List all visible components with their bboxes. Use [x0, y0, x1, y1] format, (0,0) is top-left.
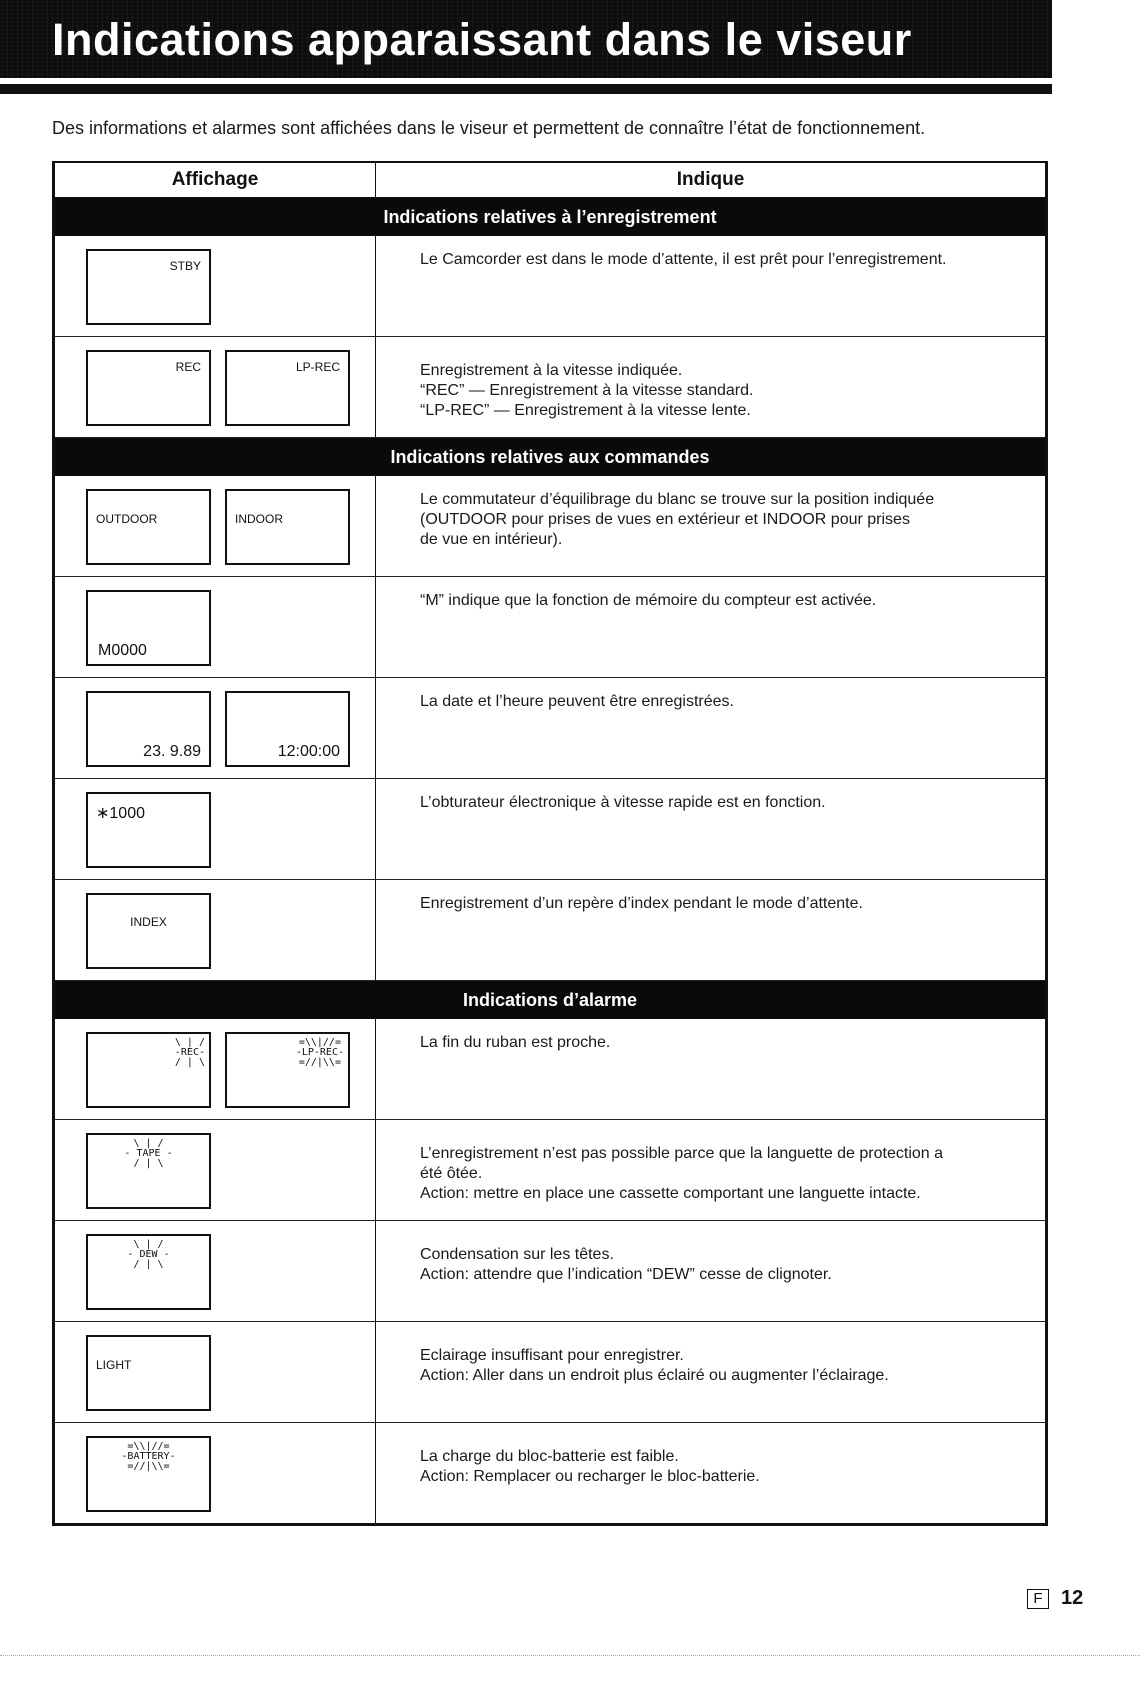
title-banner [0, 0, 1052, 78]
viewfinder-display [86, 1436, 211, 1512]
table-row [55, 1120, 1045, 1221]
table-header [55, 163, 1045, 198]
intro-text: Des informations et alarmes sont affichées dans le viseur et permettent de connaître l’état de fonctionnement. [52, 118, 926, 138]
table-row [55, 337, 1045, 438]
table-row [55, 476, 1045, 577]
row-description: La date et l’heure peuvent être enregistrées. [420, 693, 734, 710]
row-description: “M” indique que la fonction de mémoire du compteur est activée. [420, 592, 877, 609]
viewfinder-display: 12:00:00 [225, 691, 350, 767]
table-row [55, 1019, 1045, 1120]
table-row [55, 880, 1045, 981]
blinking-indicator-icon: \ | / - TAPE - / | \ [124, 1138, 173, 1169]
header-meaning: Indique [676, 169, 745, 190]
viewfinder-display: ∗1000 [86, 792, 211, 868]
viewfinder-display: STBY [86, 249, 211, 325]
table-row [55, 577, 1045, 678]
page-number: 12 [1061, 1587, 1084, 1609]
viewfinder-display: 23. 9.89 [86, 691, 211, 767]
viewfinder-display: REC [86, 350, 211, 426]
scan-artifact-line [0, 1655, 1140, 1656]
table-row [55, 779, 1045, 880]
row-description: L’obturateur électronique à vitesse rapide est en fonction. [420, 794, 826, 811]
viewfinder-display [86, 1032, 211, 1108]
section-header-controls: Indications relatives aux commandes [55, 438, 1045, 476]
viewfinder-display: LP-REC [225, 350, 350, 426]
row-description: Eclairage insuffisant pour enregistrer. Action: Aller dans un endroit plus éclairé ou augmenter l’éclairage. [420, 1347, 889, 1384]
table-row [55, 236, 1045, 337]
row-description: L’enregistrement n’est pas possible parce que la languette de protection a été ôtée. Action: mettre en place une cassette comportant une languette intacte. [420, 1145, 944, 1202]
viewfinder-display: INDEX [86, 893, 211, 969]
table-row [55, 1322, 1045, 1423]
title-rule [0, 84, 1052, 94]
viewfinder-display: INDOOR [225, 489, 350, 565]
blinking-indicator-icon: \ | / - DEW - / | \ [127, 1239, 170, 1270]
header-display: Affichage [55, 163, 376, 197]
row-description: La charge du bloc-batterie est faible. Action: Remplacer ou recharger le bloc-batterie. [420, 1448, 760, 1485]
viewfinder-display [225, 1032, 350, 1108]
viewfinder-display [86, 1133, 211, 1209]
table-row [55, 1423, 1045, 1523]
viewfinder-display [86, 1234, 211, 1310]
viewfinder-display: LIGHT [86, 1335, 211, 1411]
section-header-alarms: Indications d’alarme [55, 981, 1045, 1019]
row-description: Enregistrement d’un repère d’index pendant le mode d’attente. [420, 895, 863, 912]
row-description: Le Camcorder est dans le mode d’attente, il est prêt pour l’enregistrement. [420, 251, 947, 268]
table-row [55, 678, 1045, 779]
row-description: Condensation sur les têtes. Action: attendre que l’indication “DEW” cesse de clignoter. [420, 1246, 832, 1283]
page-footer [1027, 1587, 1083, 1610]
blinking-indicator-icon: =\\|//= -BATTERY- =//|\\= [121, 1441, 176, 1472]
language-badge: F [1027, 1589, 1049, 1609]
viewfinder-display: M0000 [86, 590, 211, 666]
viewfinder-display: OUTDOOR [86, 489, 211, 565]
table-row [55, 1221, 1045, 1322]
row-description: La fin du ruban est proche. [420, 1034, 611, 1051]
blinking-indicator-icon: =\\|//= -LP-REC- =//|\\= [295, 1037, 344, 1068]
page-title: Indications apparaissant dans le viseur [52, 14, 912, 65]
blinking-indicator-icon: \ | / -REC- / | \ [174, 1037, 205, 1068]
row-description: Enregistrement à la vitesse indiquée. “REC” — Enregistrement à la vitesse standard. “LP-REC” — Enregistrement à la vitesse lente. [420, 362, 754, 419]
indications-table [52, 161, 1048, 1526]
section-header-recording: Indications relatives à l’enregistrement [55, 198, 1045, 236]
row-description: Le commutateur d’équilibrage du blanc se trouve sur la position indiquée (OUTDOOR pour prises de vues en extérieur et INDOOR pour prises de vue en intérieur). [420, 491, 935, 548]
